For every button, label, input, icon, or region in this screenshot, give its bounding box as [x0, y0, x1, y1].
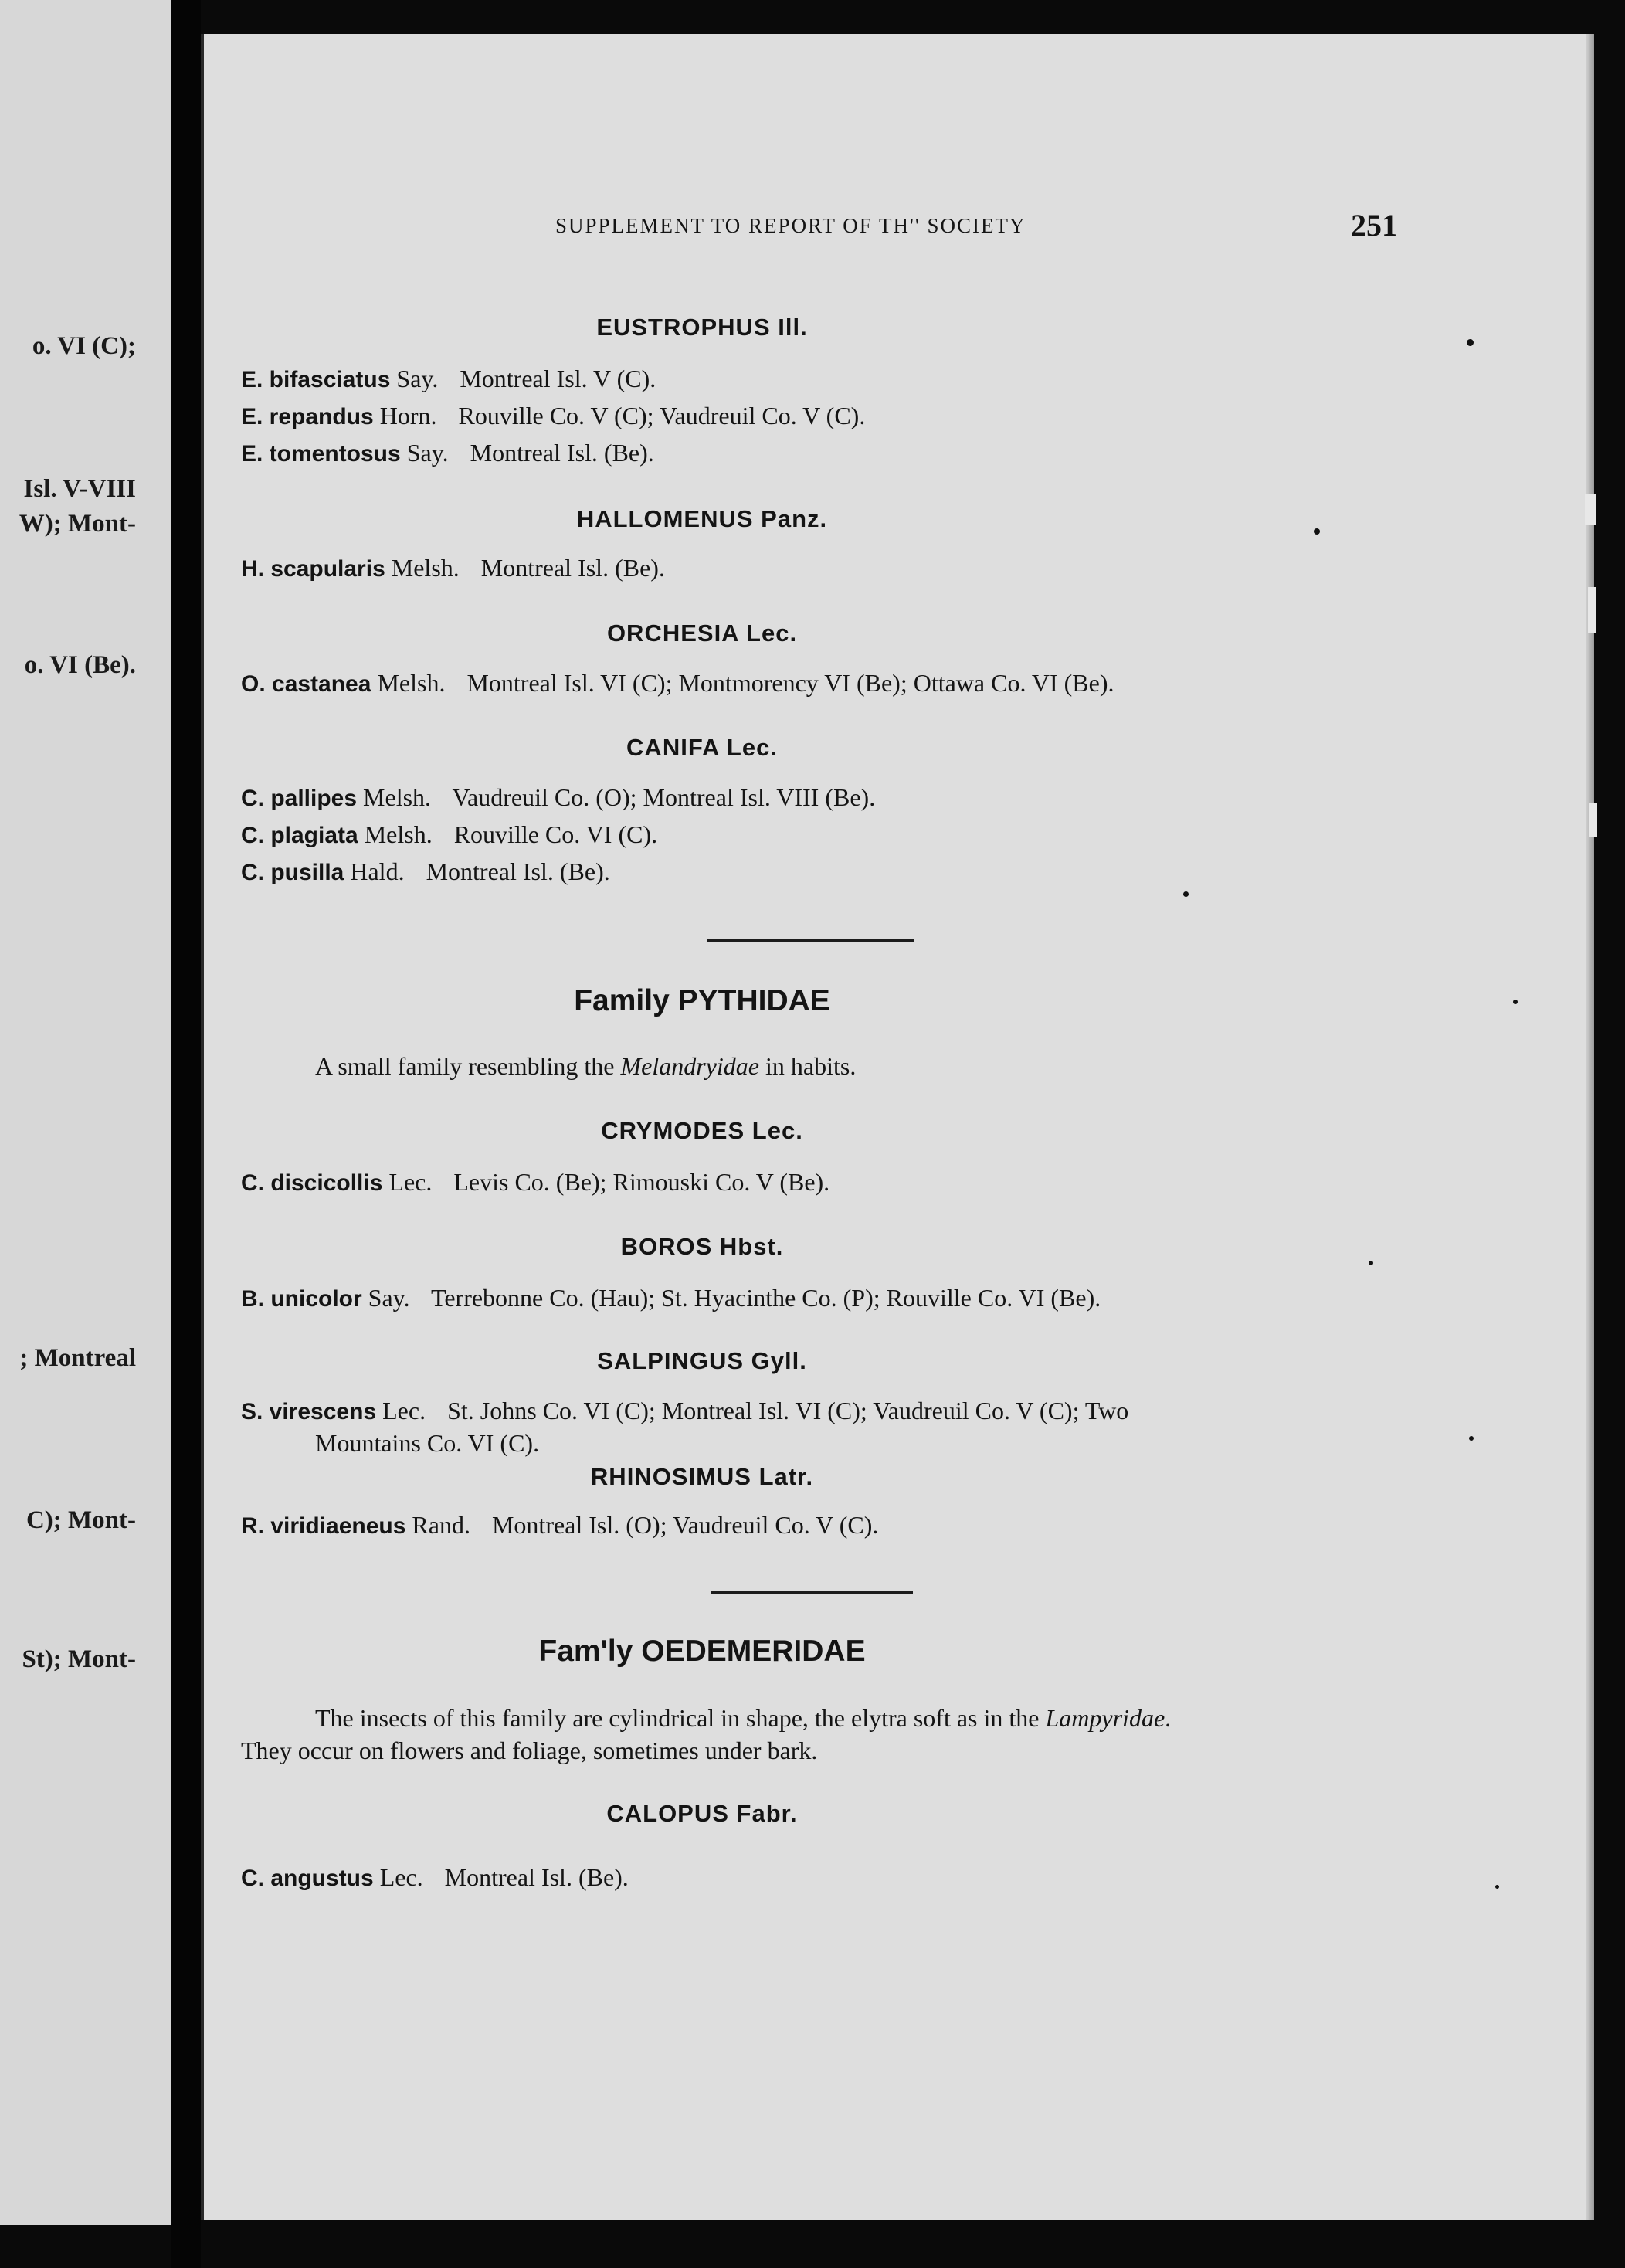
- species-name: C. pusilla: [241, 860, 344, 885]
- species-entry: [241, 554, 665, 582]
- intro-italic-term: Melandryidae: [620, 1052, 759, 1080]
- intro-text: in habits.: [758, 1052, 857, 1080]
- species-author: Lec.: [379, 1863, 423, 1891]
- scan-speck: [1513, 1000, 1518, 1004]
- family-intro-line: They occur on flowers and foliage, sometimes under bark.: [241, 1737, 818, 1764]
- species-records: St. Johns Co. VI (C); Montreal Isl. VI (C); Vaudreuil Co. V (C); Two: [447, 1397, 1129, 1424]
- scan-speck: [1585, 494, 1596, 525]
- species-author: Hald.: [350, 857, 405, 885]
- species-name: E. bifasciatus: [241, 367, 391, 392]
- species-name: C. angustus: [241, 1866, 374, 1891]
- species-entry: [241, 365, 656, 393]
- species-name: R. viridiaeneus: [241, 1513, 406, 1539]
- genus-heading: CANIFA Lec.: [626, 734, 778, 761]
- species-entry: [241, 1863, 629, 1892]
- species-records: Montreal Isl. (Be).: [470, 439, 654, 467]
- book-gutter: [171, 0, 201, 2268]
- species-author: Say.: [406, 439, 449, 467]
- species-records: Montreal Isl. (Be).: [444, 1863, 629, 1891]
- genus-heading: BOROS Hbst.: [620, 1233, 784, 1260]
- intro-text: The insects of this family are cylindrical in shape, the elytra soft as in the: [315, 1704, 1046, 1732]
- species-entry: [241, 820, 657, 849]
- running-head: SUPPLEMENT TO REPORT OF TH'' SOCIETY: [555, 214, 1026, 237]
- species-name: E. tomentosus: [241, 441, 401, 467]
- family-heading: Family PYTHIDAE: [574, 984, 830, 1017]
- species-records: Levis Co. (Be); Rimouski Co. V (Be).: [453, 1168, 830, 1196]
- species-entry: [241, 857, 610, 886]
- species-name: C. plagiata: [241, 823, 358, 848]
- species-author: Say.: [368, 1284, 410, 1312]
- prev-page-line: Isl. V-VIII: [23, 475, 136, 503]
- species-author: Lec.: [382, 1397, 426, 1424]
- intro-italic-term: Lampyridae: [1045, 1704, 1165, 1732]
- scan-speck: [1369, 1261, 1373, 1265]
- species-entry: [241, 669, 1114, 698]
- scan-speck: [1467, 339, 1474, 346]
- genus-heading: CRYMODES Lec.: [601, 1117, 803, 1144]
- section-divider: [711, 1591, 913, 1594]
- genus-heading: EUSTROPHUS Ill.: [596, 314, 808, 341]
- page-number: 251: [1351, 208, 1397, 243]
- species-records: Vaudreuil Co. (O); Montreal Isl. VIII (Be).: [452, 783, 876, 811]
- scan-speck: [1495, 1885, 1499, 1889]
- scan-speck: [1314, 528, 1320, 535]
- species-entry: [241, 1284, 1101, 1312]
- species-name: C. discicollis: [241, 1170, 383, 1196]
- prev-page-line: o. VI (C);: [32, 332, 136, 360]
- previous-page-fragment: [0, 0, 171, 2225]
- species-name: S. virescens: [241, 1399, 377, 1424]
- species-entry: [241, 1168, 829, 1197]
- genus-heading: ORCHESIA Lec.: [606, 620, 798, 647]
- species-records: Rouville Co. VI (C).: [453, 820, 658, 848]
- species-name: E. repandus: [241, 404, 374, 429]
- genus-heading: CALOPUS Fabr.: [606, 1800, 798, 1827]
- species-author: Melsh.: [377, 669, 446, 697]
- species-entry: [241, 1397, 1128, 1425]
- section-divider: [707, 939, 914, 942]
- species-records: Rouville Co. V (C); Vaudreuil Co. V (C).: [458, 402, 866, 429]
- document-page: [201, 34, 1594, 2220]
- genus-heading: HALLOMENUS Panz.: [576, 505, 828, 532]
- scan-speck: [1588, 587, 1596, 633]
- prev-page-line: W); Mont-: [19, 510, 136, 538]
- scan-speck: [1589, 803, 1597, 837]
- family-intro: [315, 1052, 856, 1081]
- species-records: Montreal Isl. (Be).: [426, 857, 610, 885]
- species-records: Montreal Isl. V (C).: [460, 365, 656, 392]
- page-edge: [1586, 34, 1594, 2220]
- species-entry: [241, 1511, 878, 1540]
- species-records: Terrebonne Co. (Hau); St. Hyacinthe Co. (P); Rouville Co. VI (Be).: [431, 1284, 1101, 1312]
- species-author: Rand.: [412, 1511, 470, 1539]
- species-records: Montreal Isl. VI (C); Montmorency VI (Be); Ottawa Co. VI (Be).: [466, 669, 1114, 697]
- prev-page-line: C); Mont-: [25, 1506, 136, 1534]
- species-author: Melsh.: [364, 820, 433, 848]
- prev-page-line: St); Mont-: [22, 1645, 136, 1673]
- species-name: B. unicolor: [241, 1286, 362, 1312]
- genus-heading: SALPINGUS Gyll.: [597, 1347, 807, 1374]
- intro-text: A small family resembling the: [315, 1052, 621, 1080]
- species-entry: [241, 439, 654, 467]
- species-author: Melsh.: [391, 554, 460, 582]
- species-entry: [241, 783, 875, 812]
- species-author: Say.: [396, 365, 439, 392]
- species-entry: [241, 402, 865, 430]
- species-records-continuation: Mountains Co. VI (C).: [315, 1429, 540, 1457]
- family-intro: [315, 1704, 1171, 1733]
- species-name: O. castanea: [241, 671, 371, 697]
- species-author: Lec.: [388, 1168, 433, 1196]
- prev-page-line: ; Montreal: [19, 1344, 136, 1372]
- species-records: Montreal Isl. (Be).: [480, 554, 665, 582]
- species-name: C. pallipes: [241, 786, 358, 811]
- prev-page-line: o. VI (Be).: [24, 651, 136, 679]
- species-name: H. scapularis: [241, 556, 385, 582]
- species-author: Horn.: [379, 402, 437, 429]
- scan-speck: [1183, 891, 1189, 897]
- family-heading: Fam'ly OEDEMERIDAE: [538, 1635, 866, 1668]
- scan-speck: [1469, 1436, 1474, 1441]
- species-records: Montreal Isl. (O); Vaudreuil Co. V (C).: [491, 1511, 879, 1539]
- intro-text: .: [1165, 1704, 1172, 1732]
- genus-heading: RHINOSIMUS Latr.: [590, 1463, 814, 1490]
- species-author: Melsh.: [363, 783, 432, 811]
